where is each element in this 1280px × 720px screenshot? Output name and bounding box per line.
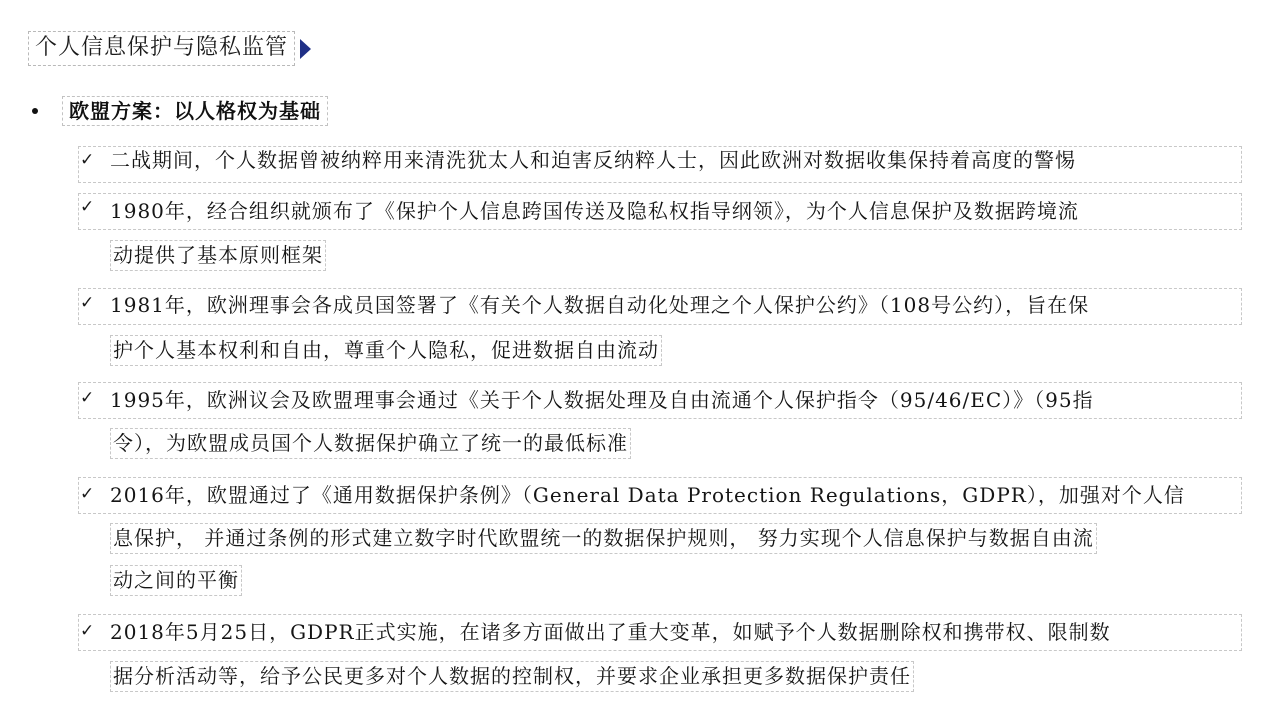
item-text-line: 据分析活动等，给予公民更多对个人数据的控制权，并要求企业承担更多数据保护责任 <box>110 661 914 692</box>
page-title: 个人信息保护与隐私监管 <box>28 31 295 66</box>
section-heading <box>28 96 328 126</box>
item-text-line: 动之间的平衡 <box>110 565 242 596</box>
check-icon: ✓ <box>80 293 95 313</box>
item-text-line: 护个人基本权利和自由，尊重个人隐私，促进数据自由流动 <box>110 335 662 366</box>
item-text-line: 1995年，欧洲议会及欧盟理事会通过《关于个人数据处理及自由流通个人保护指令（95/46/EC）》（95指 <box>110 388 1094 412</box>
item-text-line: 2016年，欧盟通过了《通用数据保护条例》（General Data Protection Regulations，GDPR），加强对个人信 <box>110 483 1185 507</box>
check-icon: ✓ <box>80 150 95 170</box>
check-icon: ✓ <box>80 484 95 504</box>
item-text-line: 1981年，欧洲理事会各成员国签署了《有关个人数据自动化处理之个人保护公约》（108号公约），旨在保 <box>110 293 1090 317</box>
check-icon: ✓ <box>80 388 95 408</box>
item-text-line: 1980年，经合组织就颁布了《保护个人信息跨国传送及隐私权指导纲领》，为个人信息保护及数据跨境流 <box>110 199 1079 223</box>
slide-title <box>28 31 311 66</box>
item-text-line: 动提供了基本原则框架 <box>110 240 326 271</box>
check-icon: ✓ <box>80 197 95 217</box>
check-icon: ✓ <box>80 621 95 641</box>
item-text-line: 2018年5月25日，GDPR正式实施，在诸多方面做出了重大变革，如赋予个人数据删除权和携带权、限制数 <box>110 620 1111 644</box>
section-heading-text: 欧盟方案：以人格权为基础 <box>62 96 328 126</box>
item-text-line: 二战期间，个人数据曾被纳粹用来清洗犹太人和迫害反纳粹人士，因此欧洲对数据收集保持着高度的警惕 <box>110 148 1076 172</box>
item-text-line: 令），为欧盟成员国个人数据保护确立了统一的最低标准 <box>110 428 631 459</box>
item-text-line: 息保护， 并通过条例的形式建立数字时代欧盟统一的数据保护规则， 努力实现个人信息保护与数据自由流 <box>110 523 1097 554</box>
bullet-dot-icon <box>32 108 38 114</box>
arrow-right-icon <box>300 39 311 59</box>
